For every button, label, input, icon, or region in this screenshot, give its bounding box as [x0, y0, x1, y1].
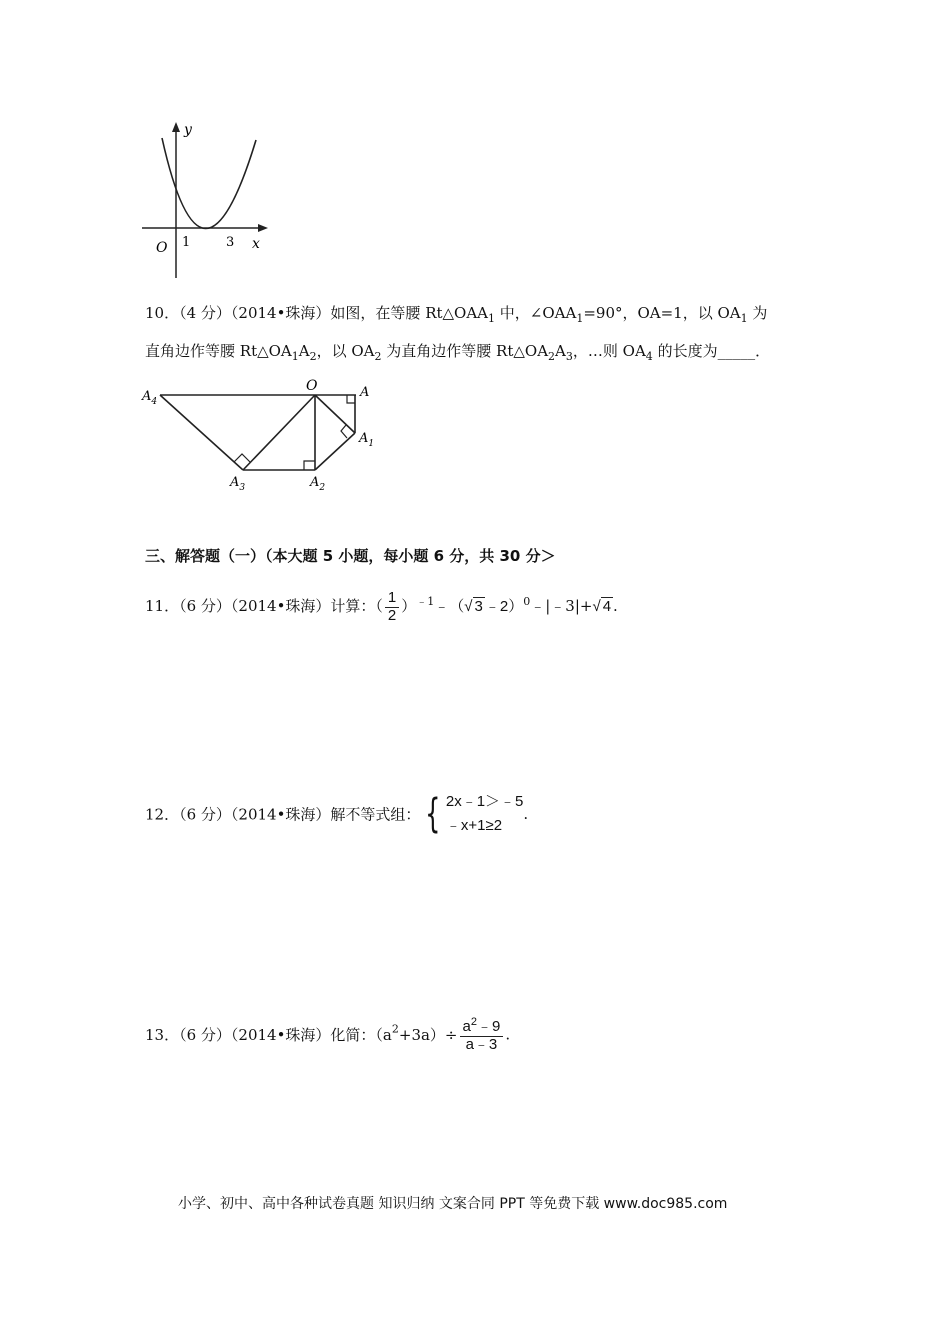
- q13-fraction: $\frac{a^2﹣9}{a﹣3}$: [460, 1016, 504, 1053]
- root2-label: 3: [226, 235, 235, 250]
- label-a4: $A_4$: [142, 389, 158, 407]
- label-a1: $A_1$: [359, 431, 375, 449]
- q11-sqrt4: 4: [602, 598, 612, 615]
- label-a3: $A_3$: [230, 475, 246, 493]
- label-a2: $A_2$: [310, 475, 326, 493]
- q13: 13．（6 分）（2014•珠海）化简：$(a^2+3a)\div$ $\frac{a^2﹣9}{a﹣3}$ .: [145, 1016, 511, 1053]
- q11: 11．（6 分）（2014•珠海）计算：（ $\frac{1}{2}$ ）$^{﹣1}$﹣（√ 3 ﹣2）$^0$﹣|﹣3|+√ 4 .: [145, 589, 618, 624]
- y-axis-label: y: [184, 122, 192, 138]
- section-heading: 三、解答题（一）（本大题 5 小题，每小题 6 分，共 30 分＞: [145, 547, 556, 565]
- system-brace: {: [425, 791, 441, 837]
- q12: 12．（6 分）（2014•珠海）解不等式组： { 2x﹣1＞﹣5 ﹣x+1≥2 .: [145, 791, 529, 837]
- q10-line1: 10．（4 分）（2014•珠海）如图，在等腰 $Rt\triangle OAA_1$ 中，$\angle OAA_1=90^\circ$，OA=1，以 $OA_1$ 为: [145, 304, 768, 325]
- label-a: A: [360, 385, 370, 400]
- q11-fraction: $\frac{1}{2}$: [385, 590, 399, 624]
- parabola-figure: [140, 118, 275, 280]
- answer-blank: _____: [717, 342, 756, 360]
- triangle-chain-figure: [138, 378, 388, 496]
- page-footer: 小学、初中、高中各种试卷真题 知识归纳 文案合同 PPT 等免费下载 www.doc985.com: [178, 1196, 728, 1212]
- origin-label: O: [156, 240, 168, 256]
- label-o: O: [306, 378, 318, 394]
- inequality-system: 2x﹣1＞﹣5 ﹣x+1≥2: [445, 793, 524, 834]
- q11-sqrt3: 3: [474, 598, 483, 615]
- x-axis-label: x: [252, 236, 260, 252]
- root1-label: 1: [182, 235, 191, 250]
- q10-line2: 直角边作等腰 $Rt\triangle OA_1A_2$，以 $OA_2$ 为直角边作等腰 $Rt\triangle OA_2A_3$，…则 $OA_4$ 的长度为_____．: [145, 342, 771, 363]
